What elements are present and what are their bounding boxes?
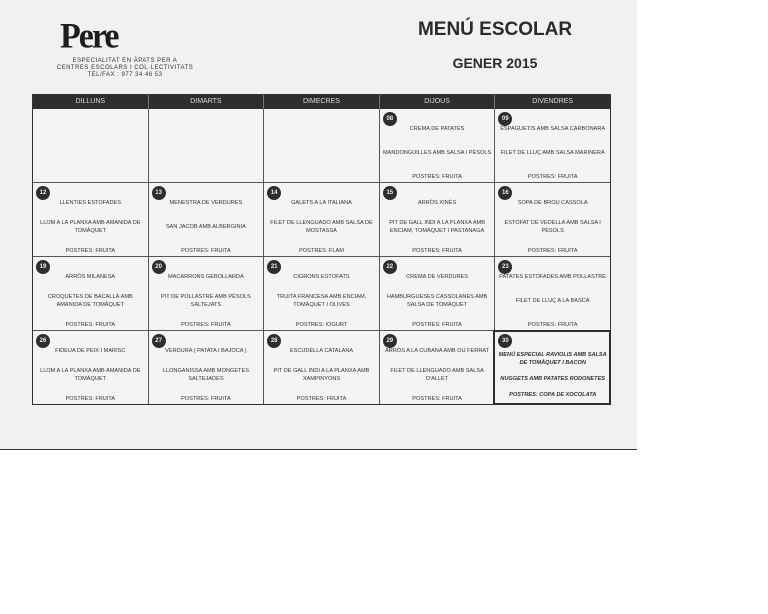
weekday-header [33, 95, 610, 109]
logo-tagline-2: CENTRES ESCOLARS I COL·LECTIVITATS [56, 65, 194, 71]
week-row [33, 330, 610, 404]
day-cell [33, 257, 148, 330]
day-number-badge: 19 [36, 260, 50, 274]
day-cell [33, 183, 148, 256]
first-course: CIGRONS ESTOFATS [293, 274, 350, 280]
second-course: TRUITA FRANCESA AMB ENCIAM, TOMÀQUET I OLIVES [276, 294, 367, 308]
day-number-badge: 13 [152, 186, 166, 200]
day-number-badge: 20 [152, 260, 166, 274]
day-number-badge: 27 [152, 334, 166, 348]
dessert-text: POSTRES: FRUITA [65, 248, 116, 254]
second-course: LLONGANISSA AMB MONGETES SALTEJADES [162, 368, 249, 382]
dessert-text: POSTRES: FRUITA [65, 396, 116, 402]
dessert-text: POSTRES: FRUITA [296, 396, 347, 402]
day-number-badge: 26 [36, 334, 50, 348]
dessert-text: POSTRES: COPA DE XOCOLATA [509, 391, 597, 398]
dessert-text: POSTRES: FRUITA [412, 174, 462, 180]
first-course: CREMA DE VERDURES [406, 274, 468, 280]
day-cell [33, 109, 148, 182]
first-course: GALETS A LA ITALIANA [291, 200, 352, 206]
week-row [33, 182, 610, 256]
dessert-text: POSTRES: FRUITA [412, 396, 462, 402]
dessert-text: POSTRES: FRUITA [412, 322, 462, 328]
day-number-badge: 22 [383, 260, 397, 274]
dessert-text: POSTRES: FRUITA [181, 396, 231, 402]
second-course: MANDONGUILLES AMB SALSA I PÈSOLS [382, 150, 492, 156]
dessert-text: POSTRES: FRUITA [527, 174, 578, 180]
first-course: MENESTRA DE VERDURES [169, 200, 243, 206]
second-course: FILET DE LLENGUADO AMB SALSA D'ALLET [390, 368, 484, 382]
day-number-badge: 09 [498, 112, 512, 126]
dessert-text: POSTRES: FLAM [299, 248, 344, 254]
day-cell [494, 183, 610, 256]
dessert-text: POSTRES: FRUITA [527, 248, 578, 254]
day-cell [148, 109, 264, 182]
dessert-text: POSTRES: IOGURT [295, 322, 348, 328]
second-course: CROQUETES DE BACALLÀ AMB AMANIDA DE TOMÀQUET [47, 294, 133, 308]
logo [30, 18, 220, 82]
dessert-text: POSTRES: FRUITA [181, 248, 231, 254]
first-course: ESPAGUETIS AMB SALSA CARBONARA [500, 126, 606, 132]
second-course: LLOM A LA PLANXA AMB AMANIDA DE TOMÀQUET [40, 368, 141, 382]
second-course: SAN JACOB AMB ALBERGINIA [165, 224, 246, 230]
day-cell [148, 257, 264, 330]
first-course: MENÚ ESPECIAL RAVIOLIS AMB SALSA DE TOMÀQUET I BACON [498, 352, 607, 366]
day-number-badge: 14 [267, 186, 281, 200]
day-number-badge: 16 [498, 186, 512, 200]
first-course: ESCUDELLA CATALANA [289, 348, 354, 354]
second-course: NUGGETS AMB PATATES RODONETES [500, 375, 606, 382]
second-course: PIT DE GALL INDI A LA PLANXA AMB XAMPINYONS [273, 368, 370, 382]
page-title: MENÚ ESCOLAR [417, 19, 573, 40]
weekday-label: DILLUNS [75, 98, 106, 105]
day-cell [263, 109, 379, 182]
day-cell [263, 331, 379, 404]
menu-calendar [32, 94, 611, 405]
day-number-badge: 28 [267, 334, 281, 348]
day-cell [494, 257, 610, 330]
dessert-text: POSTRES: FRUITA [181, 322, 231, 328]
page-subtitle: GENER 2015 [452, 55, 538, 71]
day-cell [148, 183, 264, 256]
first-course: PATATES ESTOFADES AMB POLLASTRE [499, 274, 607, 280]
weekday-label: DIJOUS [379, 95, 495, 109]
dessert-text: POSTRES: FRUITA [527, 322, 578, 328]
week-row [33, 256, 610, 330]
day-number-badge: 30 [498, 334, 512, 348]
day-cell [379, 331, 495, 404]
weekday-label: DIMECRES [263, 95, 379, 109]
first-course: SOPA DE BROU CASSOLA [517, 200, 588, 206]
day-number-badge: 08 [383, 112, 397, 126]
first-course: LLENTIES ESTOFADES [59, 200, 122, 206]
day-number-badge: 23 [498, 260, 512, 274]
first-course: ARRÒS MILANESA [65, 274, 116, 280]
first-course: ARRÒS XINÈS [417, 200, 457, 206]
day-cell [379, 109, 495, 182]
second-course: HAMBURGUESES CASSOLANES AMB SALSA DE TOMÀQUET [386, 294, 488, 308]
second-course: FILET DE LLUÇ A LA BASCA [515, 298, 590, 304]
day-number-badge: 29 [383, 334, 397, 348]
page-edge-line [0, 449, 637, 450]
calendar-weeks [33, 109, 610, 404]
day-number-badge: 21 [267, 260, 281, 274]
special-menu-cell [494, 331, 610, 404]
first-course: MACARRONS GEBOLLARDA [167, 274, 244, 280]
day-cell [263, 257, 379, 330]
second-course: LLOM A LA PLANXA AMB AMANIDA DE TOMÀQUET [40, 220, 141, 234]
first-course: FIDEUA DE PEIX I MARISC [55, 348, 126, 354]
weekday-label: DIMARTS [148, 95, 264, 109]
day-cell [148, 331, 264, 404]
day-number-badge: 12 [36, 186, 50, 200]
second-course: PIT DE GALL INDI A LA PLANXA AMB ENCIAM, TOMÀQUET I PASTANAGA [389, 220, 485, 234]
first-course: VERDURA ( PATATA I BAJOCA ) [165, 348, 247, 354]
day-number-badge: 15 [383, 186, 397, 200]
second-course: ESTOFAT DE VEDELLA AMB SALSA I PÈSOLS [504, 220, 601, 234]
week-row [33, 109, 610, 182]
second-course: FILET DE LLUÇ AMB SALSA MARINERA [500, 150, 605, 156]
second-course: FILET DE LLENGUADO AMB SALSA DE MOSTASSA [270, 220, 373, 234]
first-course: CREMA DE PATATES [409, 126, 465, 132]
day-cell [33, 331, 148, 404]
dessert-text: POSTRES: FRUITA [412, 248, 462, 254]
first-course: ARRÒS A LA CUBANA AMB OU FERRAT [385, 348, 490, 354]
day-cell [494, 109, 610, 182]
day-cell [379, 257, 495, 330]
day-cell [379, 183, 495, 256]
day-cell [263, 183, 379, 256]
logo-phone: TEL/FAX : 977 34 46 53 [87, 72, 163, 78]
weekday-label: DIVENDRES [494, 95, 610, 109]
second-course: PIT DE POLLASTRE AMB PÈSOLS SALTEJATS [161, 294, 251, 308]
logo-wordmark: Pere [60, 17, 118, 56]
logo-tagline: ESPECIALITAT EN ÀPATS PER A [72, 58, 178, 64]
dessert-text: POSTRES: FRUITA [65, 322, 116, 328]
